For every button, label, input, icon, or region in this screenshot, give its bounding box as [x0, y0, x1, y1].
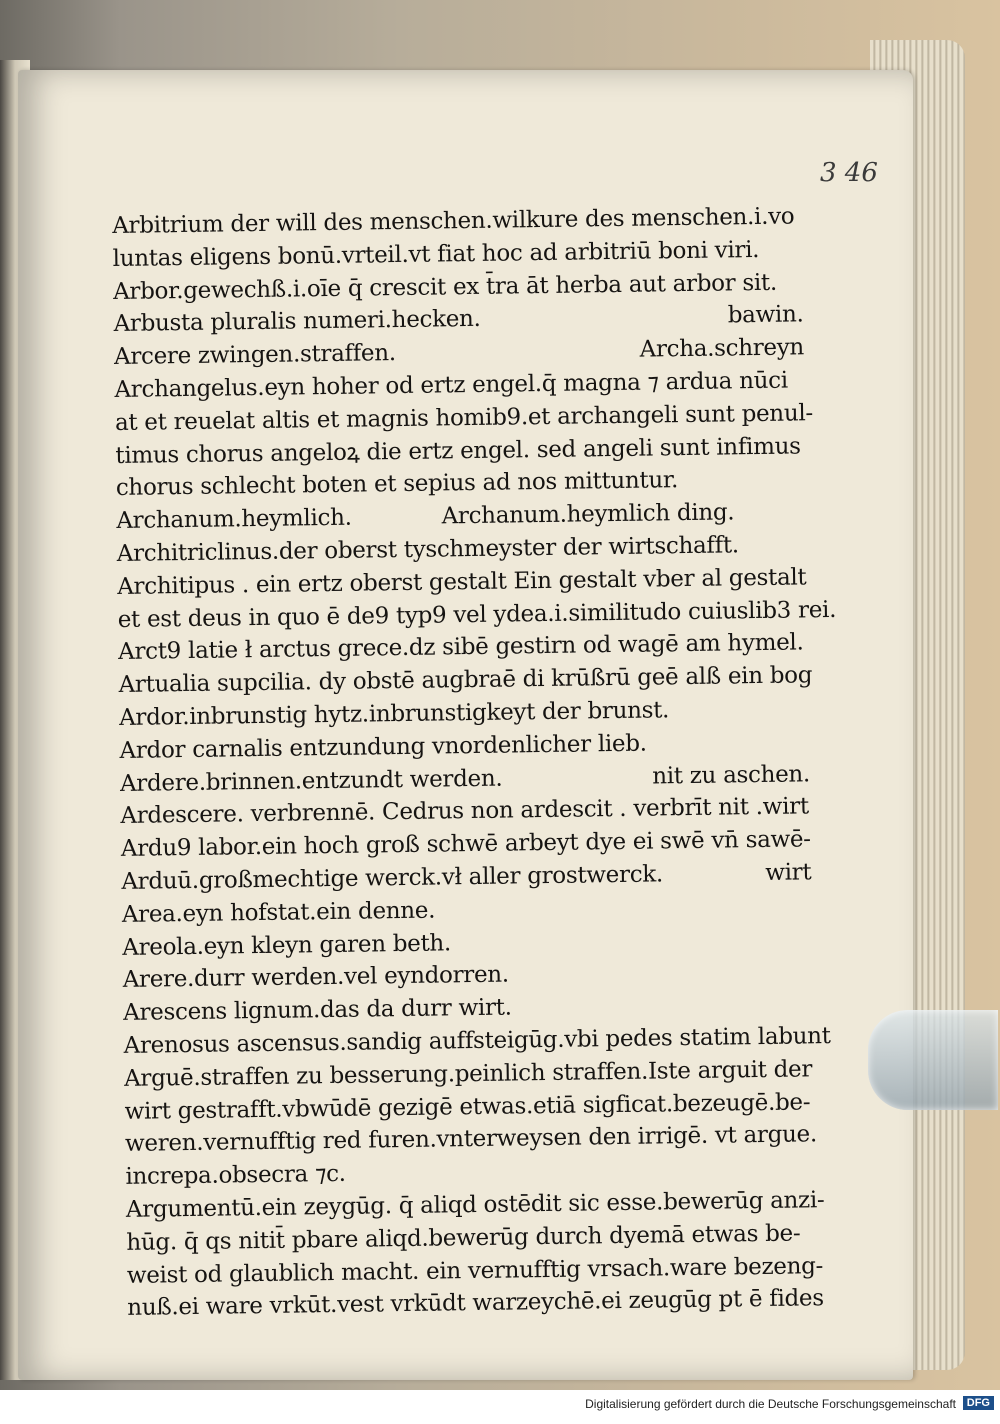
line-text: Area.eyn hofstat.ein denne. — [121, 897, 436, 928]
line-text: Architipus . ein ertz oberst gestalt Ein gestalt vber al gestalt — [117, 564, 807, 600]
line-text: Artualia supcilia. dy obstē augbraē di krūßrū geē alß ein bog — [118, 662, 813, 699]
line-text: increpa.obsecra ⁊c. — [125, 1160, 346, 1191]
line-text: Archangelus.eyn hoher od ertz engel.q̄ magna ⁊ ardua nūci — [114, 367, 788, 403]
line-text: Arescens lignum.das da durr wirt. — [123, 994, 512, 1027]
line-text: Archanum.heymlich. — [116, 504, 352, 535]
line-text: Arduū.großmechtige werck.vł aller grostwerck. — [121, 861, 664, 895]
footer-bar — [0, 1390, 1000, 1424]
line-text: Arbitrium der will des menschen.wilkure des menschen.i.vo — [112, 203, 795, 239]
line-text: Arere.durr werden.vel eyndorren. — [122, 961, 510, 994]
line-text-right: nit zu aschen. — [652, 760, 811, 790]
line-text: weren.vernufftig red furen.vnterweysen den irrigē. vt argue. — [124, 1121, 818, 1158]
funding-credit: Digitalisierung gefördert durch die Deutsche Forschungsgemeinschaft — [585, 1397, 956, 1411]
line-text-middle: Archanum.heymlich ding. — [441, 499, 735, 530]
line-text: Ardor.inbrunstig hytz.inbrunstigkeyt der brunst. — [118, 697, 670, 731]
line-text: Arenosus ascensus.sandig auffsteigūg.vbi pedes statim labunt — [123, 1022, 831, 1059]
line-text: wirt gestrafft.vbwūdē gezigē etwas.etiā sigficat.bezeugē.be- — [124, 1088, 811, 1125]
line-text: Ardescere. verbrennē. Cedrus non ardescit . verbrīt nit .wirt — [120, 793, 809, 830]
folio-number: 3 46 — [820, 158, 878, 188]
line-text: Architriclinus.der oberst tyschmeyster der wirtschafft. — [116, 532, 740, 567]
line-text: Ardor carnalis entzundung vnordenlicher lieb. — [119, 730, 647, 764]
line-text: Arguē.straffen zu besserung.peinlich straffen.Iste arguit der — [123, 1056, 813, 1092]
text-block — [112, 200, 837, 1325]
line-text: at et reuelat altis et magnis homib9.et archangeli sunt penul- — [114, 400, 814, 436]
line-text: weist od glaublich macht. ein vernufftig vrsach.ware bezeng- — [126, 1252, 824, 1289]
line-text-right: bawin. — [727, 301, 804, 329]
line-text-right: Archa.schreyn — [639, 334, 805, 363]
line-text: Argumentū.ein zeygūg. q̄ aliqd ostēdit sic esse.bewerūg anzi- — [125, 1187, 825, 1223]
line-text: et est deus in quo ē de9 typ9 vel ydea.i.similitudo cuiuslib3 rei. — [117, 596, 837, 633]
line-text: Ardu9 labor.ein hoch groß schwē arbeyt dye ei swē vn̄ sawē- — [120, 826, 811, 863]
line-text: Arcere zwingen.straffen. — [113, 340, 396, 371]
line-text-right: wirt — [765, 859, 812, 886]
dfg-logo: DFG — [963, 1396, 994, 1410]
line-text: chorus schlecht boten et sepius ad nos mittuntur. — [115, 467, 679, 502]
line-text: Ardere.brinnen.entzundt werden. — [119, 765, 503, 797]
line-text: Areola.eyn kleyn garen beth. — [122, 929, 452, 961]
line-text: hūg. q̄ qs nitit̄ pbare aliqd.bewerūg durch dyemā etwas be- — [126, 1220, 801, 1256]
line-text: Arct9 latie ł arctus grece.dz sibē gestirn od wagē am hymel. — [117, 629, 804, 666]
line-text: timus chorus angeloꝝ die ertz engel. sed angeli sunt infimus — [115, 432, 801, 469]
glass-clip — [868, 1010, 998, 1110]
line-text: nuß.ei ware vrkūt.vest vrkūdt warzeychē.ei zeugūg pt ē fides — [127, 1285, 824, 1322]
line-text: luntas eligens bonū.vrteil.vt fiat hoc ad arbitriū boni viri. — [112, 236, 760, 272]
line-text: Arbor.gewechß.i.oīe q̄ crescit ex t̄ra āt herba aut arbor sit. — [112, 269, 778, 305]
line-text: Arbusta pluralis numeri.hecken. — [113, 306, 481, 338]
